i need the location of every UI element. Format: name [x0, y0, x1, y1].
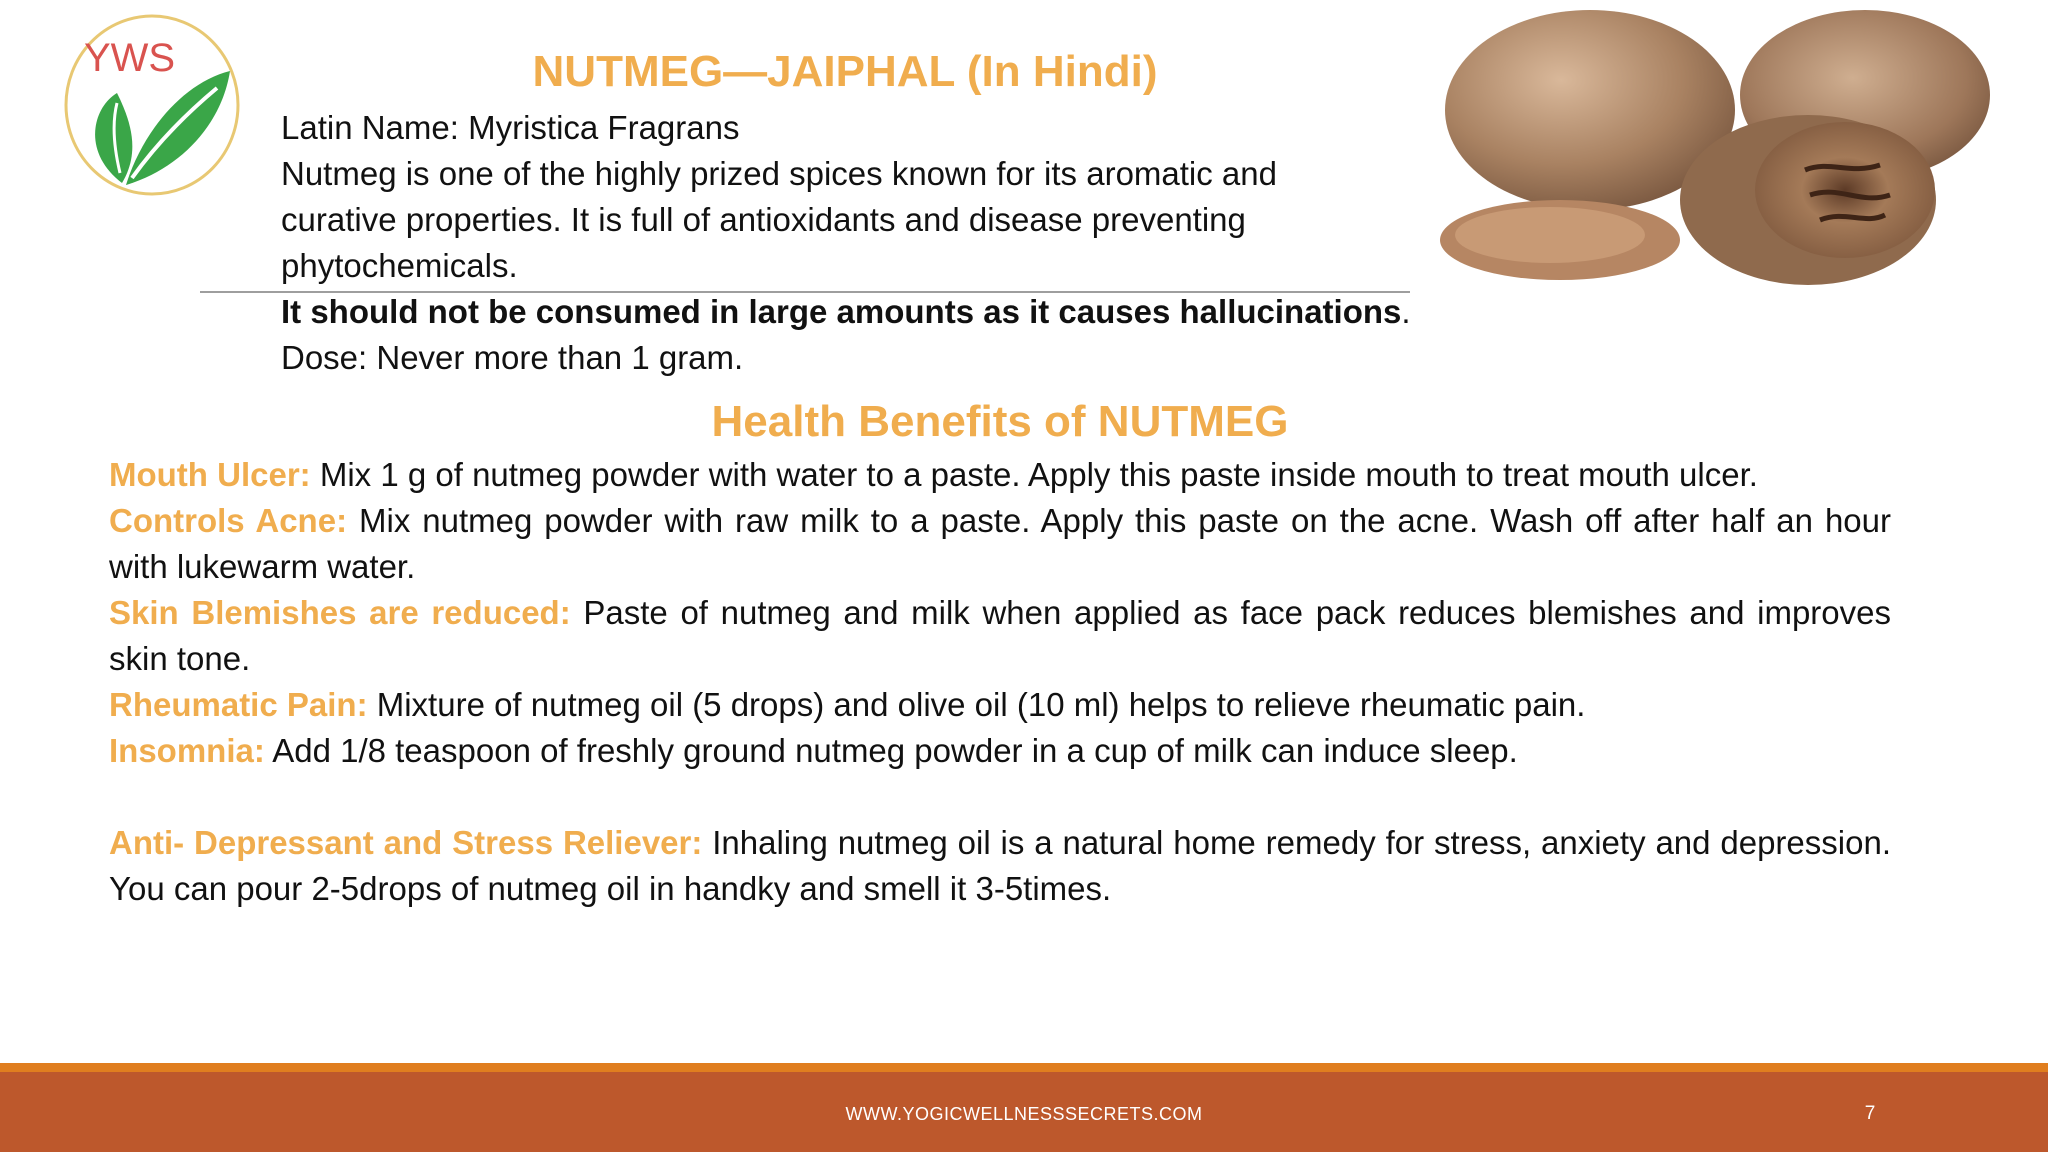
- leaf-logo-icon: [62, 13, 242, 198]
- benefit-text: Add 1/8 teaspoon of freshly ground nutmeg powder in a cup of milk can induce sleep.: [264, 732, 1518, 769]
- page-number: 7: [1864, 1103, 1876, 1124]
- benefit-text: Mix nutmeg powder with raw milk to a paste. Apply this paste on the acne. Wash off after half an hour with lukewarm water.: [109, 502, 1891, 585]
- benefit-text: Mixture of nutmeg oil (5 drops) and olive oil (10 ml) helps to relieve rheumatic pain.: [367, 686, 1586, 723]
- benefit-label: Mouth Ulcer:: [109, 456, 311, 493]
- benefit-label: Controls Acne:: [109, 502, 348, 539]
- logo-text: YWS: [84, 36, 176, 80]
- description-line-1: Nutmeg is one of the highly prized spices known for its aromatic and: [281, 155, 1277, 192]
- description-line-2: curative properties. It is full of antioxidants and disease preventing: [281, 201, 1246, 238]
- benefit-text: Inhaling nutmeg oil is a natural home remedy for stress, anxiety and depression. You can pour 2-5drops of nutmeg oil in handky and smell it 3-5times.: [109, 824, 1891, 907]
- description-line-3: phytochemicals.: [281, 247, 518, 284]
- benefit-label: Insomnia:: [109, 732, 265, 769]
- benefit-text: Paste of nutmeg and milk when applied as face pack reduces blemishes and improves skin tone.: [109, 594, 1891, 677]
- spacer: [109, 774, 1891, 820]
- benefit-label: Skin Blemishes are reduced:: [109, 594, 571, 631]
- benefit-text: Mix 1 g of nutmeg powder with water to a paste. Apply this paste inside mouth to treat mouth ulcer.: [310, 456, 1758, 493]
- warning-text: It should not be consumed in large amounts as it causes hallucinations: [281, 293, 1402, 330]
- benefit-label: Anti- Depressant and Stress Reliever:: [109, 824, 703, 861]
- list-item: [109, 820, 1891, 912]
- list-item: [109, 452, 1891, 498]
- intro-block: [281, 105, 1431, 289]
- footer-url: WWW.YOGICWELLNESSSECRETS.COM: [845, 1104, 1203, 1124]
- warning-end: .: [1401, 293, 1411, 330]
- logo: [62, 13, 242, 198]
- list-item: [109, 590, 1891, 682]
- list-item: [109, 682, 1891, 728]
- list-item: [109, 498, 1891, 590]
- benefit-label: Rheumatic Pain:: [109, 686, 368, 723]
- dose-text: Dose: Never more than 1 gram.: [281, 339, 744, 376]
- footer-accent-line: [0, 1063, 2048, 1072]
- list-item: [109, 728, 1891, 774]
- section-title: Health Benefits of NUTMEG: [711, 397, 1289, 446]
- latin-name: Latin Name: Myristica Fragrans: [281, 109, 740, 146]
- warning-line: [281, 289, 1431, 335]
- page-title: NUTMEG—JAIPHAL (In Hindi): [532, 47, 1158, 96]
- warning-block: [281, 289, 1431, 381]
- benefits-list: [109, 452, 1891, 912]
- nutmeg-image: [1410, 0, 2048, 318]
